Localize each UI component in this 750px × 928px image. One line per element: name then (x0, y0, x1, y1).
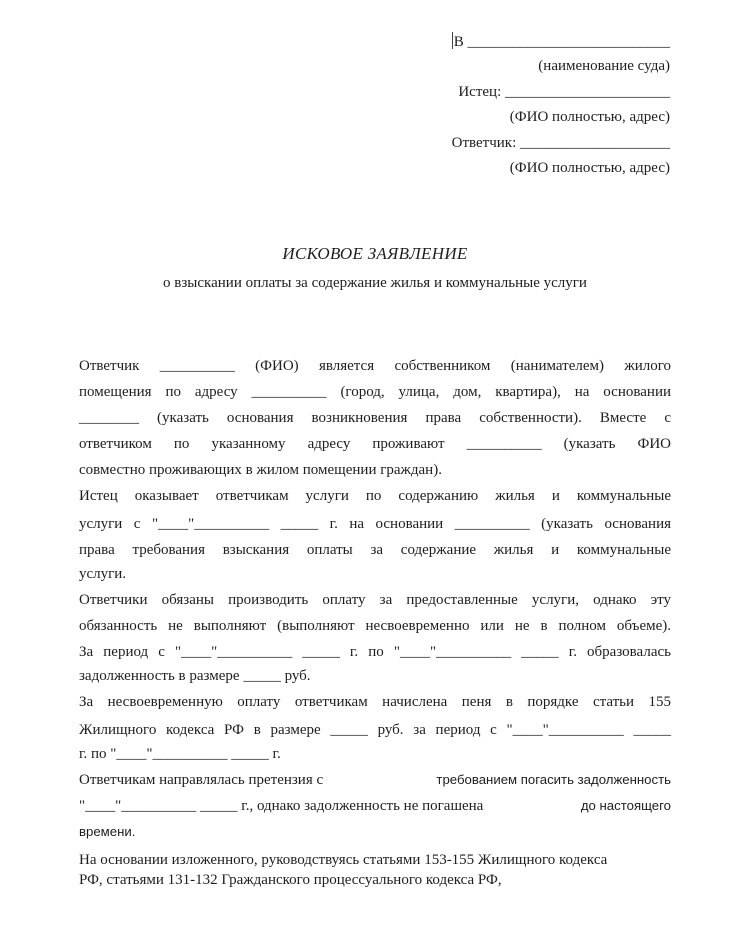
claim-text-sans: до настоящего (580, 798, 671, 813)
body-line (79, 796, 671, 816)
plaintiff-line: Истец: ______________________ (458, 84, 670, 100)
body-line: совместно проживающих в жилом помещении граждан). (79, 462, 442, 478)
document-subtitle: о взыскании оплаты за содержание жилья и коммунальные услуги (163, 275, 587, 291)
body-line: задолженность в размере _____ руб. (79, 668, 311, 684)
court-line[interactable]: В ___________________________ (453, 34, 670, 50)
claim-text: "____"__________ _____ г., однако задолженность не погашена (79, 798, 484, 814)
plaintiff-caption: (ФИО полностью, адрес) (509, 109, 670, 125)
body-line: РФ, статьями 131-132 Гражданского процессуального кодекса РФ, (79, 872, 502, 888)
body-line: За период с "____"__________ _____ г. по "____"__________ _____ г. образовалась (79, 644, 671, 660)
body-line: ответчиком по указанному адресу проживают __________ (указать ФИО (79, 436, 671, 452)
body-line: За несвоевременную оплату ответчикам начислена пеня в порядке статьи 155 (79, 694, 671, 710)
body-line: услуги. (79, 566, 127, 582)
body-line: г. по "____"__________ _____ г. (79, 746, 281, 762)
body-line: обязанность не выполняют (выполняют несвоевременно или не в полном объеме). (79, 618, 671, 634)
body-line: На основании изложенного, руководствуясь статьями 153-155 Жилищного кодекса (79, 852, 608, 868)
document-title: ИСКОВОЕ ЗАЯВЛЕНИЕ (282, 244, 468, 263)
body-line: Истец оказывает ответчикам услуги по содержанию жилья и коммунальные (79, 488, 671, 504)
claim-text-sans: требованием погасить задолженность (436, 772, 671, 787)
text-cursor (452, 32, 453, 49)
body-line: Ответчик __________ (ФИО) является собственником (нанимателем) жилого (79, 358, 671, 374)
body-line: Ответчики обязаны производить оплату за предоставленные услуги, однако эту (79, 592, 671, 608)
defendant-caption: (ФИО полностью, адрес) (509, 160, 670, 176)
body-line: помещения по адресу __________ (город, улица, дом, квартира), на основании (79, 384, 671, 400)
body-line: права требования взыскания оплаты за содержание жилья и коммунальные (79, 542, 671, 558)
body-line: ________ (указать основания возникновения права собственности). Вместе с (79, 410, 671, 426)
defendant-line: Ответчик: ____________________ (451, 135, 670, 151)
court-caption: (наименование суда) (538, 58, 670, 74)
body-line: услуги с "____"__________ _____ г. на основании __________ (указать основания (79, 516, 671, 532)
body-line (79, 770, 671, 790)
body-line: времени. (79, 824, 136, 839)
claim-text: Ответчикам направлялась претензия с (79, 772, 324, 788)
body-line: Жилищного кодекса РФ в размере _____ руб. за период с "____"__________ _____ (79, 722, 671, 738)
